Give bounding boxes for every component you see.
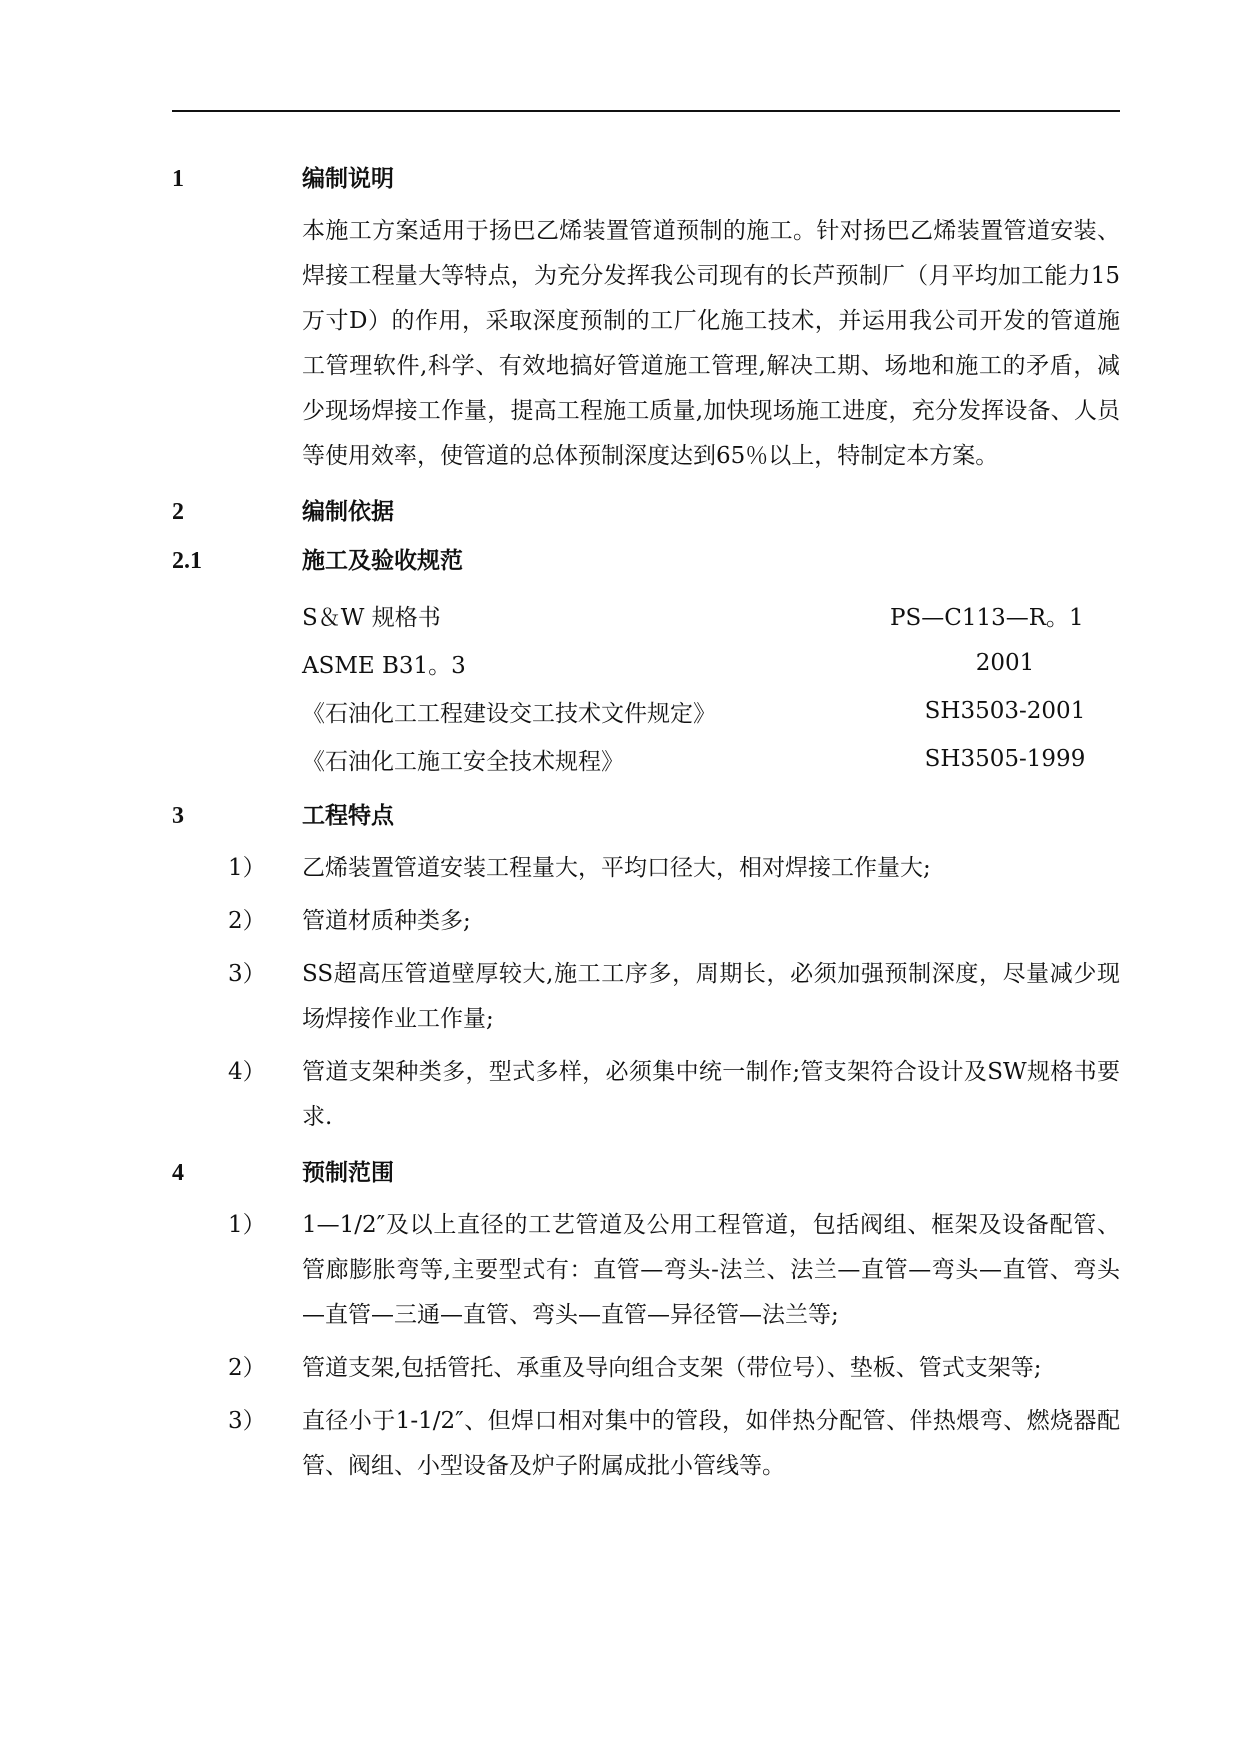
list-marker: 2）	[228, 908, 266, 934]
standard-code: PS—C113—R。1	[890, 604, 1084, 631]
section-title: 编制说明	[302, 166, 394, 192]
list-marker: 3）	[228, 1408, 266, 1434]
section-title: 施工及验收规范	[302, 548, 463, 574]
standard-name: S＆W 规格书	[302, 604, 441, 631]
section-number: 1	[172, 166, 184, 192]
list-marker: 2）	[228, 1355, 266, 1381]
list-item-text: 管道支架,包括管托、承重及导向组合支架（带位号）、垫板、管式支架等;	[302, 1355, 1042, 1381]
section-number: 2.1	[172, 548, 202, 574]
list-item	[172, 899, 1120, 944]
header-rule	[172, 110, 1120, 112]
list-item-text: SS超高压管道壁厚较大,施工工序多，周期长，必须加强预制深度，尽量减少现场焊接作业工作量;	[302, 961, 1120, 1032]
standard-name: 《石油化工工程建设交工技术文件规定》	[302, 700, 716, 727]
standard-code: SH3503-2001	[924, 698, 1086, 724]
section-title: 工程特点	[302, 803, 394, 829]
section-heading-4	[172, 1154, 1120, 1187]
list-item	[172, 1050, 1120, 1140]
scope-list	[172, 1203, 1120, 1489]
list-marker: 1）	[228, 855, 266, 881]
section-heading-2-1	[172, 542, 1120, 575]
section-number: 2	[172, 499, 184, 525]
list-marker: 1）	[228, 1212, 266, 1238]
section-title: 预制范围	[302, 1160, 394, 1186]
section-heading-1	[172, 160, 1120, 193]
section-1-paragraph: 本施工方案适用于扬巴乙烯装置管道预制的施工。针对扬巴乙烯装置管道安装、焊接工程量大等特点，为充分发挥我公司现有的长芦预制厂（月平均加工能力15万寸D）的作用，采取深度预制的工厂化施工技术，并运用我公司开发的管道施工管理软件,科学、有效地搞好管道施工管理,解决工期、场地和施工的矛盾，减少现场焊接工作量，提高工程施工质量,加快现场施工进度，充分发挥设备、人员等使用效率，使管道的总体预制深度达到65％以上，特制定本方案。	[302, 218, 1120, 469]
document-body	[172, 160, 1120, 1503]
standard-row	[302, 639, 1120, 687]
standard-code: SH3505-1999	[924, 746, 1086, 772]
section-number: 4	[172, 1160, 184, 1186]
standard-name: 《石油化工施工安全技术规程》	[302, 748, 624, 775]
section-title: 编制依据	[302, 499, 394, 525]
standard-row	[302, 687, 1120, 735]
list-item-text: 管道支架种类多，型式多样，必须集中统一制作;管支架符合设计及SW规格书要求.	[302, 1059, 1120, 1130]
standard-name: ASME B31。3	[302, 652, 466, 679]
list-marker: 4）	[228, 1059, 266, 1085]
list-item-text: 管道材质种类多;	[302, 908, 471, 934]
features-list	[172, 846, 1120, 1140]
list-item	[172, 846, 1120, 891]
list-item	[172, 1346, 1120, 1391]
list-marker: 3）	[228, 961, 266, 987]
list-item	[172, 952, 1120, 1042]
list-item-text: 乙烯装置管道安装工程量大，平均口径大，相对焊接工作量大;	[302, 855, 931, 881]
list-item-text: 1—1/2″及以上直径的工艺管道及公用工程管道，包括阀组、框架及设备配管、管廊膨胀弯等,主要型式有：直管—弯头-法兰、法兰—直管—弯头—直管、弯头—直管—三通—直管、弯头—直管—异径管—法兰等;	[302, 1212, 1120, 1328]
standards-list	[302, 591, 1120, 783]
section-number: 3	[172, 803, 184, 829]
standard-row	[302, 591, 1120, 639]
section-heading-2	[172, 493, 1120, 526]
standard-row	[302, 735, 1120, 783]
list-item	[172, 1203, 1120, 1338]
section-heading-3	[172, 797, 1120, 830]
list-item	[172, 1399, 1120, 1489]
standard-code: 2001	[975, 650, 1035, 676]
list-item-text: 直径小于1-1/2″、但焊口相对集中的管段，如伴热分配管、伴热煨弯、燃烧器配管、阀组、小型设备及炉子附属成批小管线等。	[302, 1408, 1120, 1479]
